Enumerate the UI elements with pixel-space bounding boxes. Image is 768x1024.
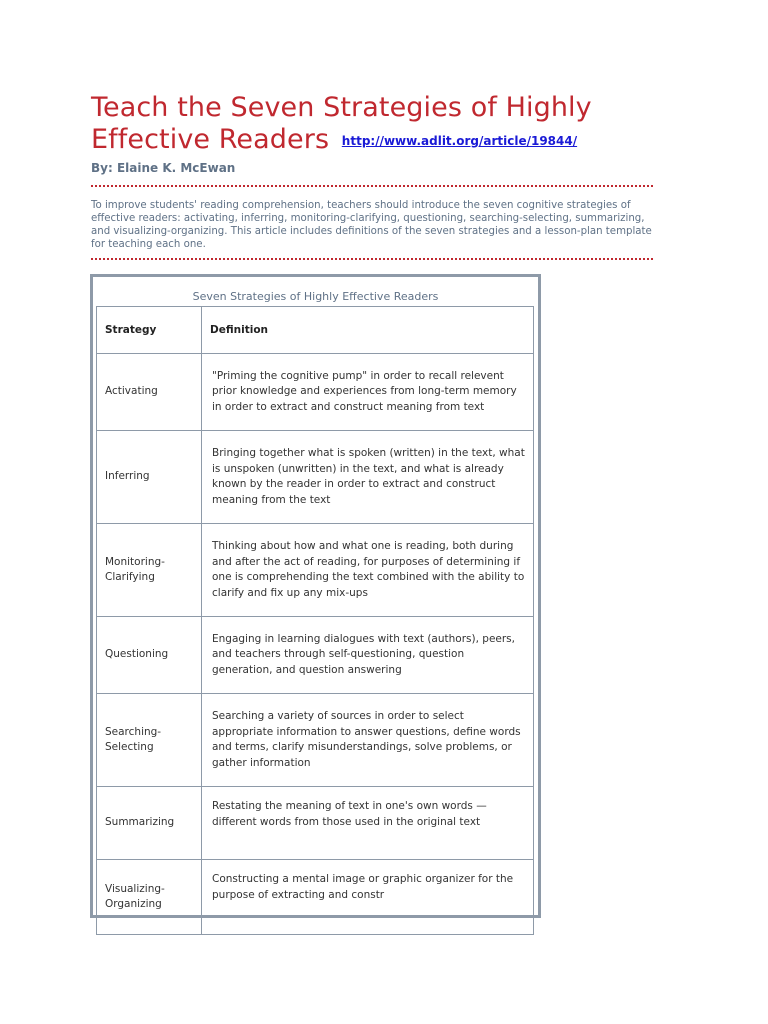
- article: [91, 92, 653, 260]
- definition-cell: Engaging in learning dialogues with text (authors), peers, and teachers through self-questioning, question generation, and question answering: [202, 617, 534, 694]
- table-row: [97, 617, 534, 694]
- table-header-row: [97, 307, 534, 354]
- column-header-strategy: Strategy: [97, 307, 202, 354]
- strategy-cell: Inferring: [97, 431, 202, 524]
- strategy-cell: Monitoring-Clarifying: [97, 524, 202, 617]
- title-text: Teach the Seven Strategies of Highly Effective Readers: [91, 92, 592, 155]
- definition-cell: Restating the meaning of text in one's own words — different words from those used in the original text: [202, 787, 534, 860]
- table-row: [97, 431, 534, 524]
- definition-cell: Thinking about how and what one is reading, both during and after the act of reading, for purposes of determining if one is comprehending the text combined with the ability to clarify and fix up any mix-ups: [202, 524, 534, 617]
- strategy-cell: Summarizing: [97, 787, 202, 860]
- definition-cell: Constructing a mental image or graphic organizer for the purpose of extracting and constr: [202, 860, 534, 935]
- strategy-cell: Activating: [97, 354, 202, 431]
- table-row: [97, 524, 534, 617]
- source-link[interactable]: http://www.adlit.org/article/19844/: [341, 134, 578, 148]
- table-row: [97, 694, 534, 787]
- column-header-definition: Definition: [202, 307, 534, 354]
- strategy-cell: Searching-Selecting: [97, 694, 202, 787]
- table-row: [97, 354, 534, 431]
- strategy-cell: Visualizing-Organizing: [97, 860, 202, 935]
- strategy-cell: Questioning: [97, 617, 202, 694]
- page-title: [91, 92, 653, 157]
- table-caption: Seven Strategies of Highly Effective Readers: [192, 290, 439, 303]
- definition-cell: Bringing together what is spoken (written) in the text, what is unspoken (unwritten) in the text, and what is already known by the reader in order to extract and construct meaning from the text: [202, 431, 534, 524]
- divider-bottom: [91, 258, 653, 260]
- definition-cell: Searching a variety of sources in order to select appropriate information to answer questions, define words and terms, clarify misunderstandings, solve problems, or gather information: [202, 694, 534, 787]
- table-row: [97, 860, 534, 935]
- byline: By: Elaine K. McEwan: [91, 161, 236, 175]
- table-row: [97, 787, 534, 860]
- strategies-table: [96, 306, 534, 935]
- definition-cell: "Priming the cognitive pump" in order to recall relevent prior knowledge and experiences from long-term memory in order to extract and construct meaning from text: [202, 354, 534, 431]
- strategies-table-frame: [90, 274, 541, 918]
- divider-top: [91, 185, 653, 187]
- intro-paragraph: To improve students' reading comprehension, teachers should introduce the seven cognitive strategies of effective readers: activating, inferring, monitoring-clarifying, questioning, searching-selecting, summarizing, and visualizing-organizing. This article includes definitions of the seven strategies and a lesson-plan template for teaching each one.: [91, 200, 652, 250]
